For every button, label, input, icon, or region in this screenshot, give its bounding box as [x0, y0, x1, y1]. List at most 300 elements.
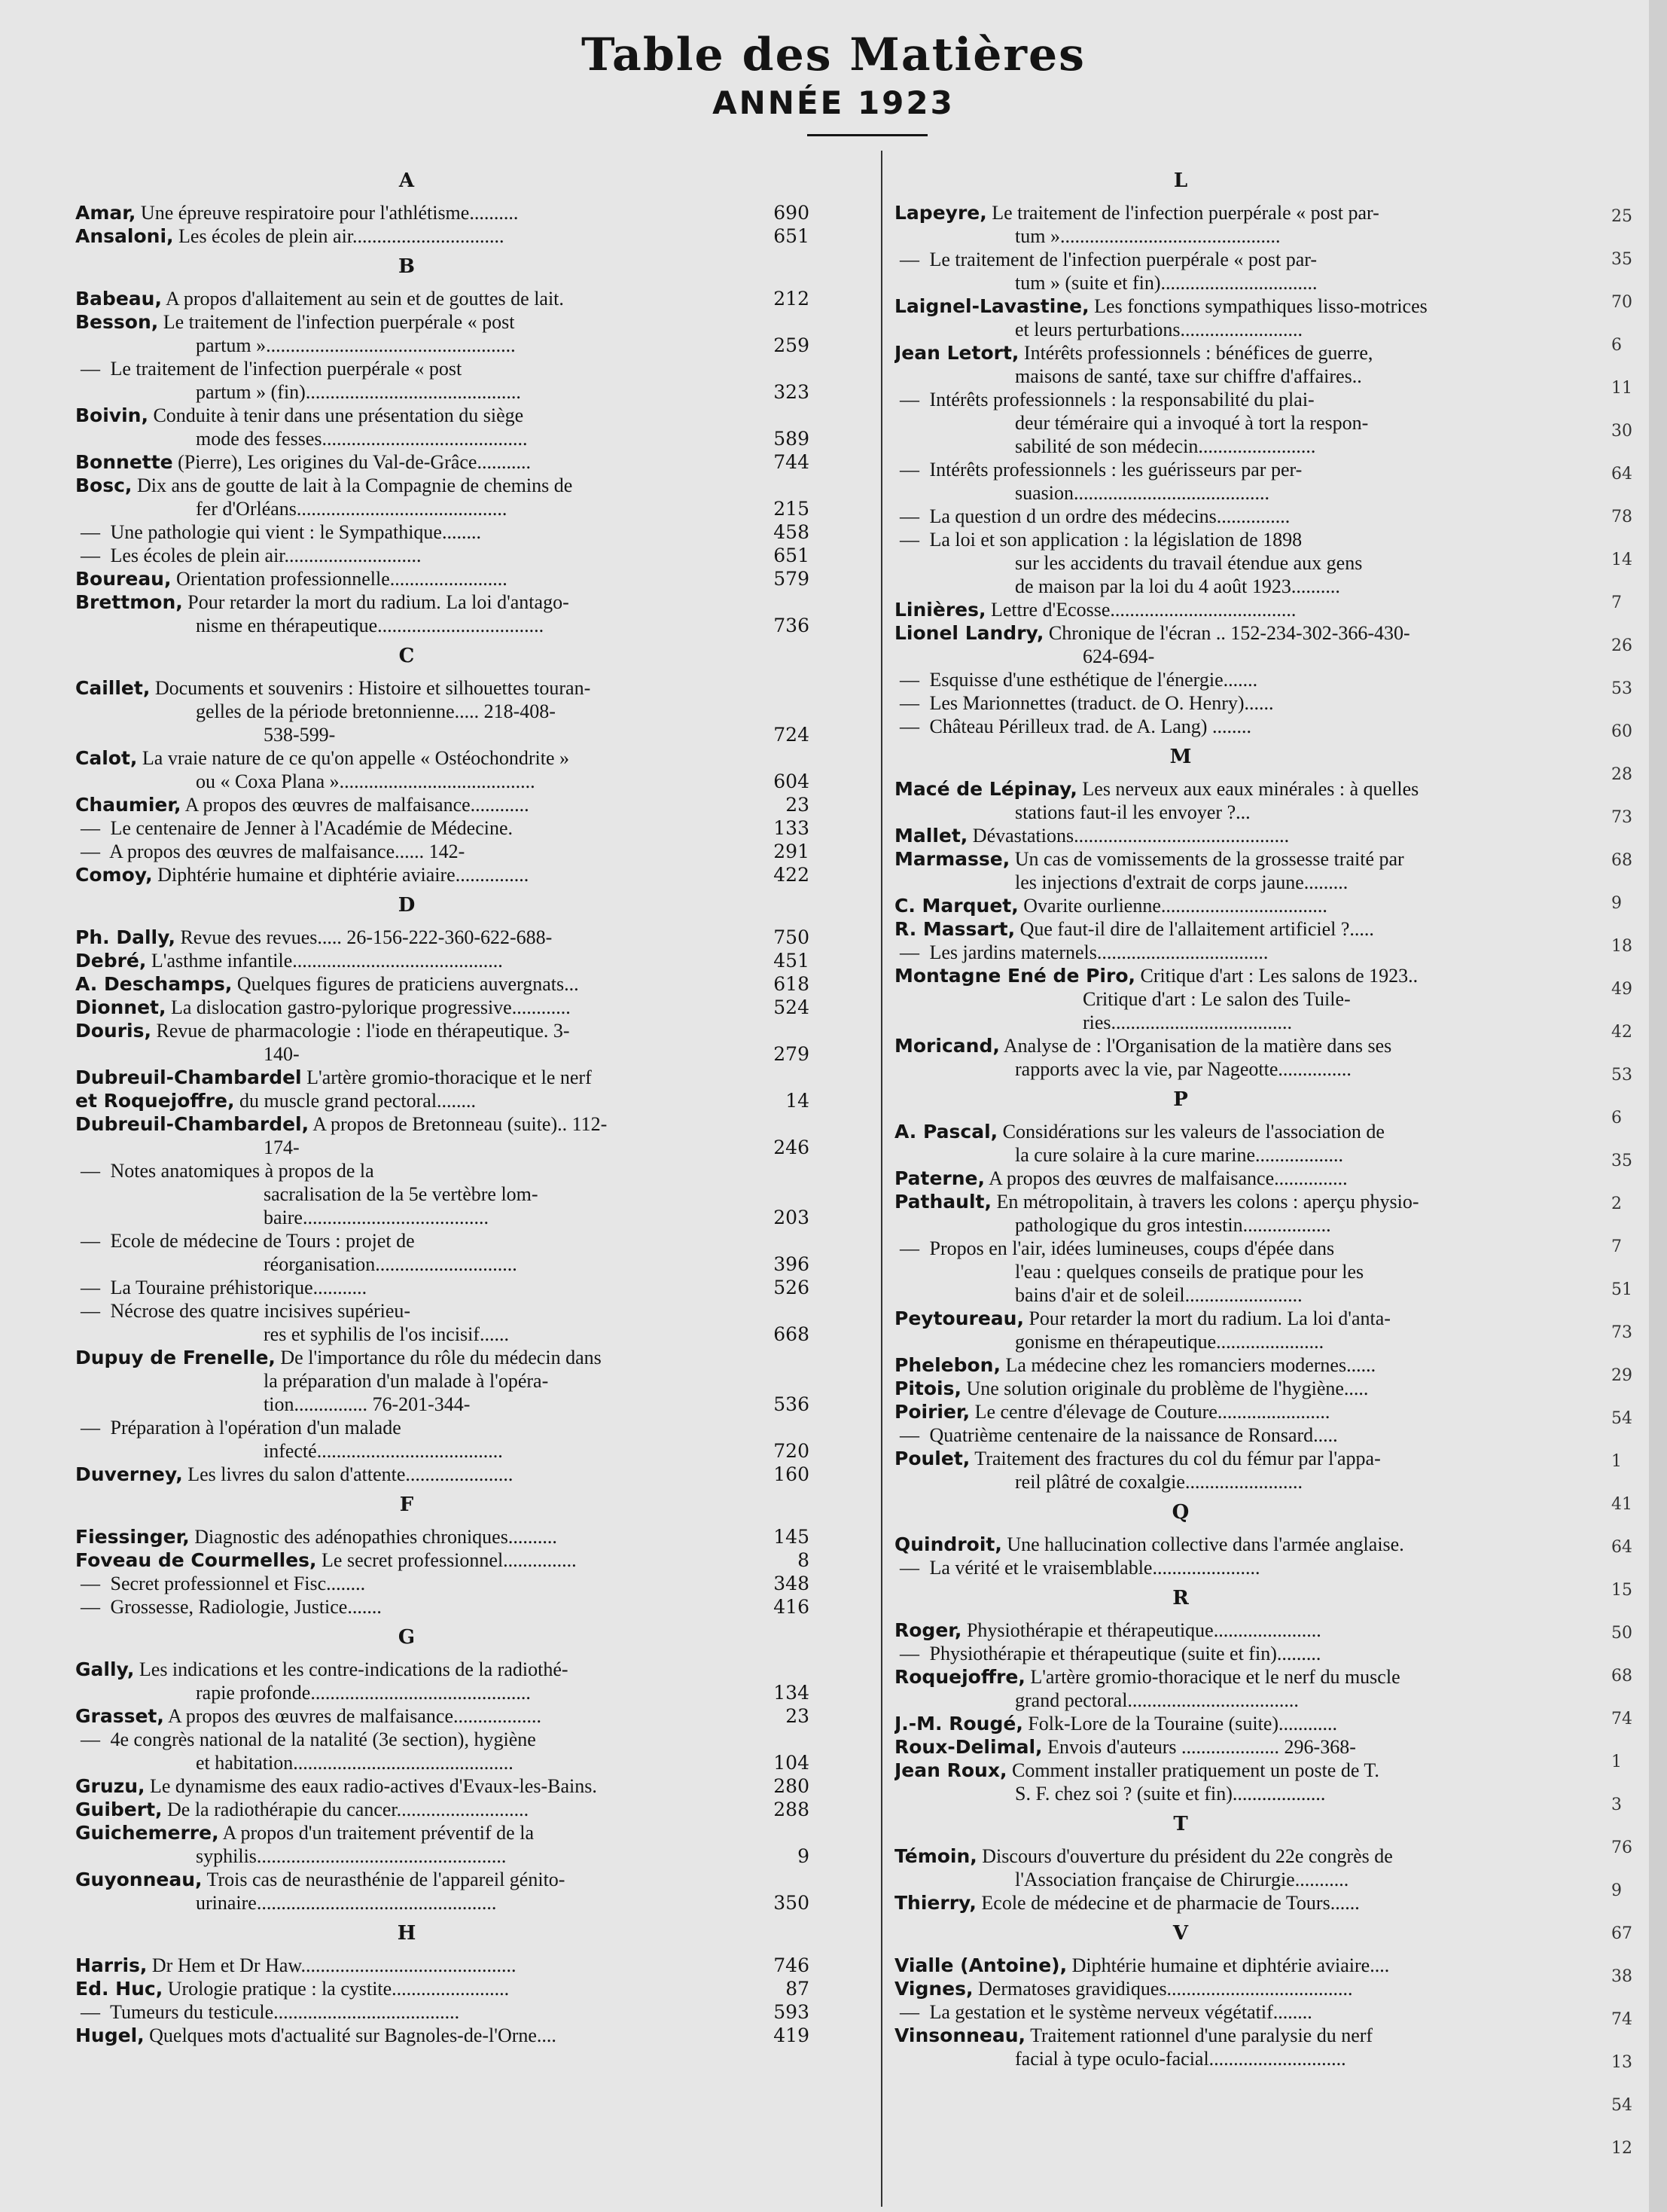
- entry-line: [75, 793, 704, 816]
- entry-line: [894, 388, 1557, 411]
- entry-line: [894, 1260, 1557, 1283]
- entry-line: [894, 435, 1557, 458]
- page-number: 259: [773, 334, 809, 356]
- entry-title: Ecole de médecine et de pharmacie de Tours......: [976, 1892, 1360, 1914]
- entry-line: [75, 1159, 704, 1182]
- entry-title: Le centre d'élevage de Couture.......................: [970, 1401, 1330, 1423]
- ditto-dash: —: [900, 459, 919, 481]
- page-edge-strip: [1649, 0, 1667, 2212]
- author-name: Besson,: [75, 311, 159, 333]
- index-entry: [894, 1759, 1587, 1805]
- index-entry: [75, 1066, 836, 1112]
- edge-fragment: 15: [1611, 1581, 1632, 1600]
- entry-line: [75, 520, 704, 544]
- entry-line: [894, 1283, 1557, 1307]
- author-name: Macé de Lépinay,: [894, 778, 1077, 800]
- entry-line: [894, 318, 1557, 341]
- entry-title: Une pathologie qui vient : le Sympathique........: [105, 521, 481, 543]
- ditto-dash: —: [900, 669, 919, 691]
- entry-line: [75, 770, 704, 793]
- entry-title: infecté......................................: [264, 1440, 503, 1462]
- entry-title: de maison par la loi du 4 août 1923..........: [1015, 575, 1340, 597]
- entry-title: Traitement des fractures du col du fémur par l'appa-: [970, 1448, 1381, 1469]
- entry-line: [75, 1439, 704, 1463]
- entry-line: [894, 715, 1557, 738]
- index-entry: [75, 1276, 836, 1299]
- index-entry: [894, 388, 1587, 458]
- entry-title: mode des fesses..........................................: [196, 428, 528, 450]
- entry-line: [894, 1213, 1557, 1237]
- author-name: Caillet,: [75, 677, 151, 699]
- entry-title: La vraie nature de ce qu'on appelle « Ostéochondrite »: [137, 747, 569, 769]
- entry-title: A propos d'un traitement préventif de la: [218, 1822, 534, 1844]
- author-name: Vignes,: [894, 1978, 974, 2000]
- author-name: Comoy,: [75, 864, 153, 886]
- entry-line: [75, 450, 704, 474]
- author-name: et Roquejoffre,: [75, 1090, 235, 1112]
- right-column: [894, 162, 1587, 2070]
- author-name: Roquejoffre,: [894, 1666, 1025, 1688]
- edge-fragment: 60: [1611, 722, 1632, 741]
- entry-title: L'artère gromio-thoracique et le nerf du muscle: [1025, 1666, 1400, 1688]
- entry-line: [894, 824, 1557, 847]
- entry-line: [75, 1525, 704, 1548]
- page-number: 323: [773, 381, 809, 403]
- index-entry: [894, 847, 1587, 894]
- index-entry: [894, 505, 1587, 528]
- entry-line: [894, 1844, 1557, 1868]
- author-name: Paterne,: [894, 1167, 986, 1189]
- index-entry: [894, 1642, 1587, 1665]
- author-name: C. Marquet,: [894, 895, 1019, 917]
- entry-title: suasion........................................: [1015, 482, 1269, 504]
- edge-fragment: 29: [1611, 1366, 1632, 1385]
- entry-line: [894, 2000, 1557, 2024]
- ditto-dash: —: [900, 692, 919, 714]
- entry-title: Quatrième centenaire de la naissance de Ronsard.....: [925, 1424, 1338, 1446]
- index-entry: [75, 1346, 836, 1416]
- entry-title: S. F. chez soi ? (suite et fin)...................: [1015, 1783, 1326, 1805]
- entry-title: ou « Coxa Plana »........................................: [196, 770, 535, 792]
- author-name: Pitois,: [894, 1378, 961, 1399]
- index-entry: [894, 1665, 1587, 1712]
- entry-title: La question d un ordre des médecins...............: [925, 505, 1291, 527]
- entry-title: et habitation.............................................: [196, 1752, 514, 1774]
- entry-line: [75, 1276, 704, 1299]
- index-entry: [894, 1120, 1587, 1167]
- entry-title: Folk-Lore de la Touraine (suite)............: [1022, 1713, 1338, 1735]
- entry-line: [75, 1595, 704, 1619]
- ditto-dash: —: [900, 529, 919, 551]
- page-number: 212: [773, 288, 809, 310]
- index-entry: [894, 824, 1587, 847]
- entry-line: [75, 1681, 704, 1704]
- entry-line: [75, 1704, 704, 1728]
- entry-line: [894, 894, 1557, 917]
- entry-line: [894, 1034, 1557, 1057]
- page-number: 348: [773, 1573, 809, 1594]
- index-entry: [75, 1548, 836, 1572]
- entry-title: En métropolitain, à travers les colons : aperçu physio-: [991, 1191, 1419, 1213]
- section-letter: L: [1173, 169, 1188, 192]
- entry-line: [894, 801, 1557, 824]
- index-entry: [894, 777, 1587, 824]
- entry-line: [75, 1844, 704, 1868]
- entry-line: [894, 1120, 1557, 1143]
- entry-title: Grossesse, Radiologie, Justice.......: [105, 1596, 382, 1618]
- entry-line: [75, 996, 704, 1019]
- edge-fragment: 54: [1611, 2096, 1632, 2115]
- entry-line: [75, 1299, 704, 1323]
- edge-fragment: 1: [1611, 1452, 1622, 1471]
- ditto-dash: —: [81, 1417, 100, 1439]
- page-number: 451: [773, 950, 809, 972]
- entry-line: [75, 427, 704, 450]
- entry-title: sur les accidents du travail étendue aux gens: [1015, 552, 1363, 574]
- section-letter: T: [1173, 1813, 1188, 1835]
- entry-line: [75, 2000, 704, 2024]
- entry-line: [75, 1252, 704, 1276]
- page-number: 720: [773, 1440, 809, 1462]
- edge-fragment: 13: [1611, 2053, 1632, 2072]
- entry-title: tion............... 76-201-344-: [264, 1393, 471, 1415]
- entry-title: stations faut-il les envoyer ?...: [1015, 801, 1251, 823]
- edge-fragment: 70: [1611, 293, 1632, 312]
- author-name: Vialle (Antoine),: [894, 1954, 1068, 1976]
- entry-title: Les Marionnettes (traduct. de O. Henry)......: [925, 692, 1274, 714]
- index-entry: [894, 1447, 1587, 1493]
- entry-title: La loi et son application : la législation de 1898: [925, 529, 1303, 551]
- entry-title: (Pierre), Les origines du Val-de-Grâce...........: [172, 451, 531, 473]
- entry-title: rapports avec la vie, par Nageotte...............: [1015, 1058, 1352, 1080]
- entry-line: [75, 1416, 704, 1439]
- edge-fragment: 14: [1611, 551, 1632, 569]
- entry-line: [894, 1689, 1557, 1712]
- entry-line: [894, 1619, 1557, 1642]
- author-name: Thierry,: [894, 1892, 977, 1914]
- entry-title: Une épreuve respiratoire pour l'athlétisme..........: [136, 202, 519, 224]
- entry-line: [894, 201, 1557, 224]
- page-number: 589: [773, 428, 809, 450]
- ditto-dash: —: [900, 1557, 919, 1579]
- index-entry: [75, 544, 836, 567]
- index-entry: [75, 926, 836, 949]
- entry-title: L'artère gromio-thoracique et le nerf: [301, 1066, 592, 1088]
- entry-title: tum » (suite et fin)................................: [1015, 272, 1318, 294]
- edge-fragment: 74: [1611, 2010, 1632, 2029]
- author-name: Ed. Huc,: [75, 1978, 163, 2000]
- index-entry: [894, 201, 1587, 248]
- entry-line: [75, 1066, 704, 1089]
- page-number: 736: [773, 615, 809, 636]
- entry-line: [75, 863, 704, 886]
- entry-title: partum » (fin)............................................: [196, 381, 521, 403]
- author-name: Hugel,: [75, 2024, 145, 2046]
- index-entry: [894, 1891, 1587, 1915]
- entry-line: [75, 1751, 704, 1774]
- entry-line: [894, 271, 1557, 294]
- entry-line: [75, 949, 704, 972]
- entry-line: [894, 1330, 1557, 1353]
- page-number: 280: [773, 1775, 809, 1797]
- author-name: Jean Roux,: [894, 1759, 1007, 1781]
- entry-title: maisons de santé, taxe sur chiffre d'affaires..: [1015, 365, 1362, 387]
- entry-title: Revue de pharmacologie : l'iode en thérapeutique. 3-: [151, 1020, 570, 1042]
- edge-fragment: 28: [1611, 765, 1632, 784]
- entry-line: [75, 380, 704, 404]
- entry-title: les injections d'extrait de corps jaune.........: [1015, 871, 1349, 893]
- entry-title: Les livres du salon d'attente......................: [182, 1463, 514, 1485]
- entry-title: 538-599-: [264, 724, 336, 746]
- entry-title: Les nerveux aux eaux minérales : à quelles: [1077, 778, 1419, 800]
- entry-title: La gestation et le système nerveux végétatif........: [925, 2001, 1312, 2023]
- index-entry: [894, 1377, 1587, 1400]
- entry-title: Propos en l'air, idées lumineuses, coups d'épée dans: [925, 1237, 1335, 1259]
- author-name: Fiessinger,: [75, 1526, 190, 1548]
- index-entry: [75, 1463, 836, 1486]
- author-name: Phelebon,: [894, 1354, 1001, 1376]
- page-number: 744: [773, 451, 809, 473]
- index-entry: [75, 676, 836, 746]
- index-entry: [894, 894, 1587, 917]
- edge-fragment: 6: [1611, 1109, 1622, 1127]
- entry-title: facial à type oculo-facial............................: [1015, 2048, 1346, 2070]
- title-rule: [807, 134, 928, 136]
- index-entry: [894, 1237, 1587, 1307]
- author-name: Guyonneau,: [75, 1869, 203, 1890]
- entry-line: [75, 310, 704, 334]
- entry-title: fer d'Orléans...........................................: [196, 498, 507, 520]
- entry-title: Préparation à l'opération d'un malade: [105, 1417, 401, 1439]
- entry-line: [894, 1712, 1557, 1735]
- index-entry: [75, 816, 836, 840]
- entry-title: la préparation d'un malade à l'opéra-: [264, 1370, 549, 1392]
- page-number: 87: [785, 1978, 809, 2000]
- page-number: 579: [773, 568, 809, 590]
- edge-fragment: 73: [1611, 808, 1632, 827]
- index-entry: [75, 287, 836, 310]
- page-number: 750: [773, 926, 809, 948]
- entry-title: grand pectoral...................................: [1015, 1689, 1299, 1711]
- edge-fragment: 49: [1611, 980, 1632, 999]
- section-letter: G: [398, 1626, 416, 1649]
- index-entry: [894, 917, 1587, 941]
- section-letter: H: [397, 1922, 416, 1945]
- entry-title: Critique d'art : Les salons de 1923..: [1135, 965, 1419, 987]
- edge-fragment: 25: [1611, 207, 1632, 226]
- ditto-dash: —: [81, 1573, 100, 1594]
- entry-line: [894, 1977, 1557, 2000]
- ditto-dash: —: [81, 521, 100, 543]
- entry-title: sabilité de son médecin........................: [1015, 435, 1316, 457]
- author-name: Duverney,: [75, 1463, 183, 1485]
- entry-title: Les écoles de plein air............................: [105, 545, 422, 566]
- author-name: Guibert,: [75, 1799, 163, 1820]
- author-name: Boureau,: [75, 568, 172, 590]
- ditto-dash: —: [81, 817, 100, 839]
- entry-title: Traitement rationnel d'une paralysie du nerf: [1025, 2024, 1373, 2046]
- entry-line: [894, 941, 1557, 964]
- entry-title: A propos des œuvres de malfaisance..................: [163, 1705, 542, 1727]
- page-number: 668: [773, 1323, 809, 1345]
- entry-title: Chronique de l'écran .. 152-234-302-366-430-: [1044, 622, 1410, 644]
- index-entry: [894, 1844, 1587, 1891]
- author-name: Boivin,: [75, 404, 148, 426]
- page-number: 288: [773, 1799, 809, 1820]
- edge-fragment: 6: [1611, 336, 1622, 355]
- index-entry: [75, 1525, 836, 1548]
- author-name: Gruzu,: [75, 1775, 145, 1797]
- entry-title: Que faut-il dire de l'allaitement artificiel ?.....: [1015, 918, 1374, 940]
- author-name: Harris,: [75, 1954, 148, 1976]
- entry-line: [75, 1089, 704, 1112]
- entry-title: Le centenaire de Jenner à l'Académie de Médecine.: [105, 817, 513, 839]
- page-number: 396: [773, 1253, 809, 1275]
- author-name: Lionel Landry,: [894, 622, 1044, 644]
- author-name: Vinsonneau,: [894, 2024, 1026, 2046]
- entry-title: Château Périlleux trad. de A. Lang) ........: [925, 715, 1251, 737]
- entry-line: [894, 551, 1557, 575]
- edge-fragment: 51: [1611, 1280, 1632, 1299]
- entry-line: [75, 1798, 704, 1821]
- entry-title: A propos d'allaitement au sein et de gouttes de lait.: [161, 288, 564, 310]
- entry-line: [894, 964, 1557, 987]
- entry-line: [75, 723, 704, 746]
- entry-line: [894, 1447, 1557, 1470]
- entry-title: syphilis...................................................: [196, 1845, 507, 1867]
- entry-line: [75, 1112, 704, 1136]
- edge-fragment: 35: [1611, 250, 1632, 269]
- entry-line: [894, 1891, 1557, 1915]
- entry-title: Critique d'art : Le salon des Tuile-: [1083, 988, 1351, 1010]
- page-number: 651: [773, 545, 809, 566]
- index-entry: [75, 949, 836, 972]
- entry-title: deur téméraire qui a invoqué à tort la respon-: [1015, 412, 1369, 434]
- ditto-dash: —: [900, 389, 919, 410]
- entry-line: [894, 871, 1557, 894]
- entry-line: [75, 1206, 704, 1229]
- entry-title: A propos des œuvres de malfaisance...............: [985, 1167, 1348, 1189]
- author-name: Gally,: [75, 1658, 135, 1680]
- entry-title: Envois d'auteurs .................... 296-368-: [1042, 1736, 1356, 1758]
- author-name: Foveau de Courmelles,: [75, 1549, 317, 1571]
- entry-title: du muscle grand pectoral........: [234, 1090, 477, 1112]
- index-entry: [894, 691, 1587, 715]
- author-name: Ph. Dally,: [75, 926, 175, 948]
- index-entry: [75, 1019, 836, 1066]
- entry-title: Dermatoses gravidiques......................................: [973, 1978, 1353, 2000]
- index-entry: [75, 1572, 836, 1595]
- entry-line: [894, 1759, 1557, 1782]
- section-letter: P: [1173, 1088, 1188, 1111]
- index-entry: [894, 1167, 1587, 1190]
- entry-line: [75, 1954, 704, 1977]
- page-number: 134: [773, 1682, 809, 1704]
- author-name: Quindroit,: [894, 1533, 1002, 1555]
- index-entry: [894, 964, 1587, 1034]
- index-entry: [894, 1977, 1587, 2000]
- entry-title: Le secret professionnel...............: [316, 1549, 577, 1571]
- entry-title: Secret professionnel et Fisc........: [105, 1573, 366, 1594]
- entry-title: res et syphilis de l'os incisif......: [264, 1323, 510, 1345]
- entry-line: [894, 575, 1557, 598]
- entry-line: [75, 1463, 704, 1486]
- entry-title: Ecole de médecine de Tours : projet de: [105, 1230, 415, 1252]
- entry-line: [75, 404, 704, 427]
- entry-line: [75, 2024, 704, 2047]
- entry-title: Notes anatomiques à propos de la: [105, 1160, 374, 1182]
- entry-line: [75, 1136, 704, 1159]
- entry-title: rapie profonde.............................................: [196, 1682, 531, 1704]
- entry-title: L'asthme infantile...........................................: [146, 950, 503, 972]
- ditto-dash: —: [81, 1728, 100, 1750]
- entry-line: [894, 1307, 1557, 1330]
- entry-line: [894, 2047, 1557, 2070]
- entry-title: Diphtérie humaine et diphtérie aviaire...............: [152, 864, 529, 886]
- entry-title: Quelques mots d'actualité sur Bagnoles-de-l'Orne....: [144, 2024, 556, 2046]
- index-entry: [894, 2024, 1587, 2070]
- entry-title: Le dynamisme des eaux radio-actives d'Evaux-les-Bains.: [145, 1775, 597, 1797]
- left-column: [75, 162, 836, 2047]
- entry-title: gonisme en thérapeutique......................: [1015, 1331, 1324, 1353]
- page-number: 9: [797, 1845, 809, 1867]
- entry-title: Revue des revues..... 26-156-222-360-622-688-: [175, 926, 553, 948]
- author-name: Mallet,: [894, 825, 968, 847]
- entry-title: Pour retarder la mort du radium. La loi d'anta-: [1023, 1307, 1391, 1329]
- page-number: 724: [773, 724, 809, 746]
- entry-line: [75, 201, 704, 224]
- page-number: 14: [785, 1090, 809, 1112]
- index-entry: [75, 746, 836, 793]
- entry-line: [894, 645, 1557, 668]
- edge-fragment: 73: [1611, 1323, 1632, 1342]
- author-name: Guichemerre,: [75, 1822, 219, 1844]
- author-name: Pathault,: [894, 1191, 992, 1213]
- ditto-dash: —: [81, 1160, 100, 1182]
- index-entry: [75, 1798, 836, 1821]
- index-entry: [894, 941, 1587, 964]
- section-letter: B: [398, 255, 415, 278]
- entry-line: [75, 972, 704, 996]
- entry-line: [75, 334, 704, 357]
- entry-line: [75, 287, 704, 310]
- entry-title: Orientation professionnelle........................: [171, 568, 507, 590]
- entry-title: Les écoles de plein air...............................: [173, 225, 504, 247]
- entry-title: Intérêts professionnels : bénéfices de guerre,: [1019, 342, 1373, 364]
- index-entry: [894, 2000, 1587, 2024]
- entry-title: Dévastations............................................: [968, 825, 1290, 847]
- entry-title: Une hallucination collective dans l'armée anglaise.: [1001, 1533, 1404, 1555]
- entry-line: [75, 1019, 704, 1042]
- edge-fragment: 9: [1611, 894, 1622, 913]
- author-name: A. Pascal,: [894, 1121, 998, 1143]
- edge-fragment: 7: [1611, 593, 1622, 612]
- index-entry: [894, 598, 1587, 621]
- entry-title: Le traitement de l'infection puerpérale « post par-: [925, 249, 1318, 270]
- entry-title: Lettre d'Ecosse......................................: [986, 599, 1297, 621]
- entry-line: [75, 1658, 704, 1681]
- index-entry: [75, 1868, 836, 1915]
- edge-fragment: 74: [1611, 1710, 1632, 1728]
- entry-title: la cure solaire à la cure marine..................: [1015, 1144, 1344, 1166]
- edge-fragment: 12: [1611, 2139, 1632, 2158]
- entry-title: De la radiothérapie du cancer...........................: [162, 1799, 529, 1820]
- entry-title: tum ».............................................: [1015, 225, 1281, 247]
- edge-fragment: 76: [1611, 1838, 1632, 1857]
- entry-title: De l'importance du rôle du médecin dans: [275, 1347, 602, 1368]
- entry-line: [894, 341, 1557, 365]
- author-name: Poulet,: [894, 1448, 971, 1469]
